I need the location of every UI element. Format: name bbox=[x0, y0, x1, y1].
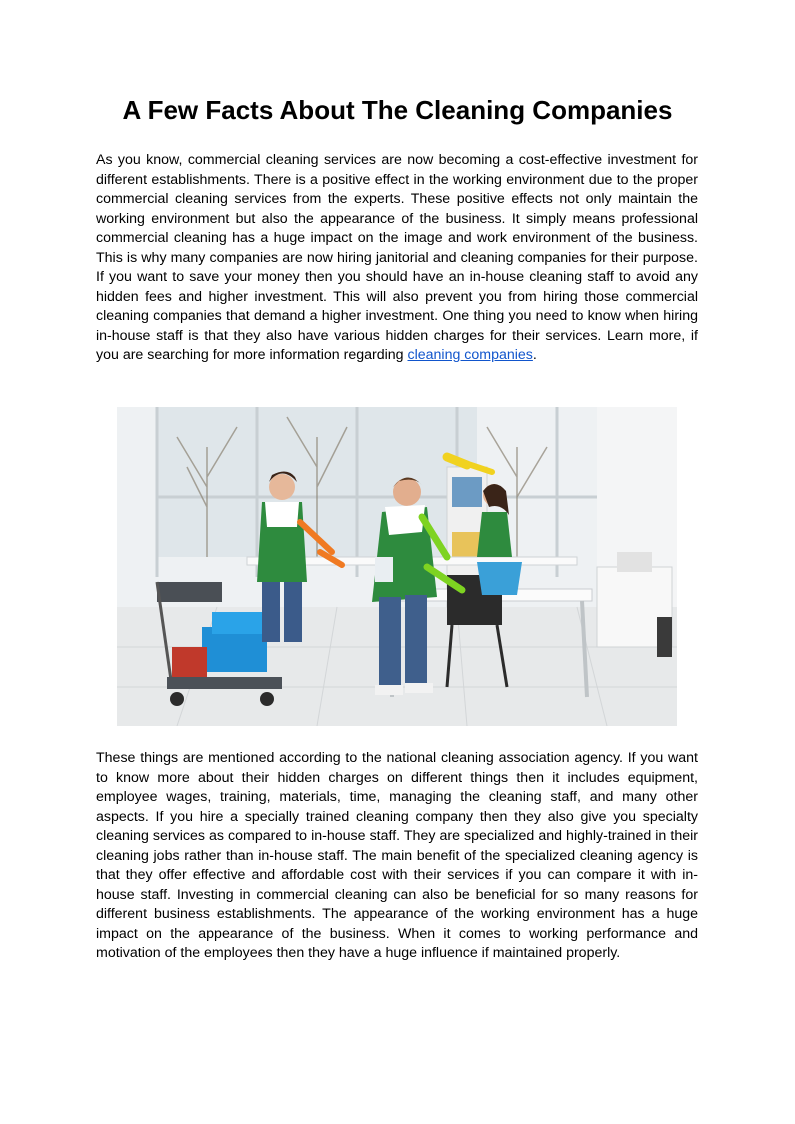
paragraph-intro-text: As you know, commercial cleaning services are now becoming a cost-effective investment for different establishments. There is a positive effect in the working environment due to the proper commercial cleaning services from the experts. These positive effects not only maintain the working environment but also the appearance of the business. It simply means professional commercial cleaning has a huge impact on the image and work environment of the business. This is why many companies are now hiring janitorial and cleaning companies for their purpose. If you want to save your money then you should have an in-house cleaning staff to avoid any hidden fees and higher investment. This will also prevent you from hiring those commercial cleaning companies that demand a higher investment. One thing you need to know when hiring in-house staff is that they also have various hidden charges for their services. Learn more, if you are searching for more information regarding bbox=[96, 152, 698, 363]
paragraph-details: These things are mentioned according to the national cleaning association agency. If you want to know more about their hidden charges on different things then it includes equipment, employee wages, training, materials, time, managing the cleaning staff, and many other aspects. If you hire a specially trained cleaning company then they also give you specialty cleaning services as compared to in-house staff. They are specialized and highly-trained in their cleaning jobs rather than in-house staff. The main benefit of the specialized cleaning agency is that they offer effective and affordable cost with their services if you can compare it with in-house staff. Investing in commercial cleaning can also be beneficial for so many reasons for different business establishments. The appearance of the working environment has a huge impact on the appearance of the business. When it comes to working performance and motivation of the employees then they have a huge influence if maintained properly. bbox=[96, 750, 698, 961]
paragraph-intro bbox=[96, 151, 698, 366]
cleaning-staff-illustration bbox=[117, 407, 677, 726]
paragraph-intro-end: . bbox=[532, 347, 537, 363]
cleaning-staff-photo bbox=[117, 407, 677, 726]
page-title: A Few Facts About The Cleaning Companies bbox=[122, 95, 673, 125]
cleaning-companies-link[interactable]: cleaning companies bbox=[407, 347, 533, 363]
